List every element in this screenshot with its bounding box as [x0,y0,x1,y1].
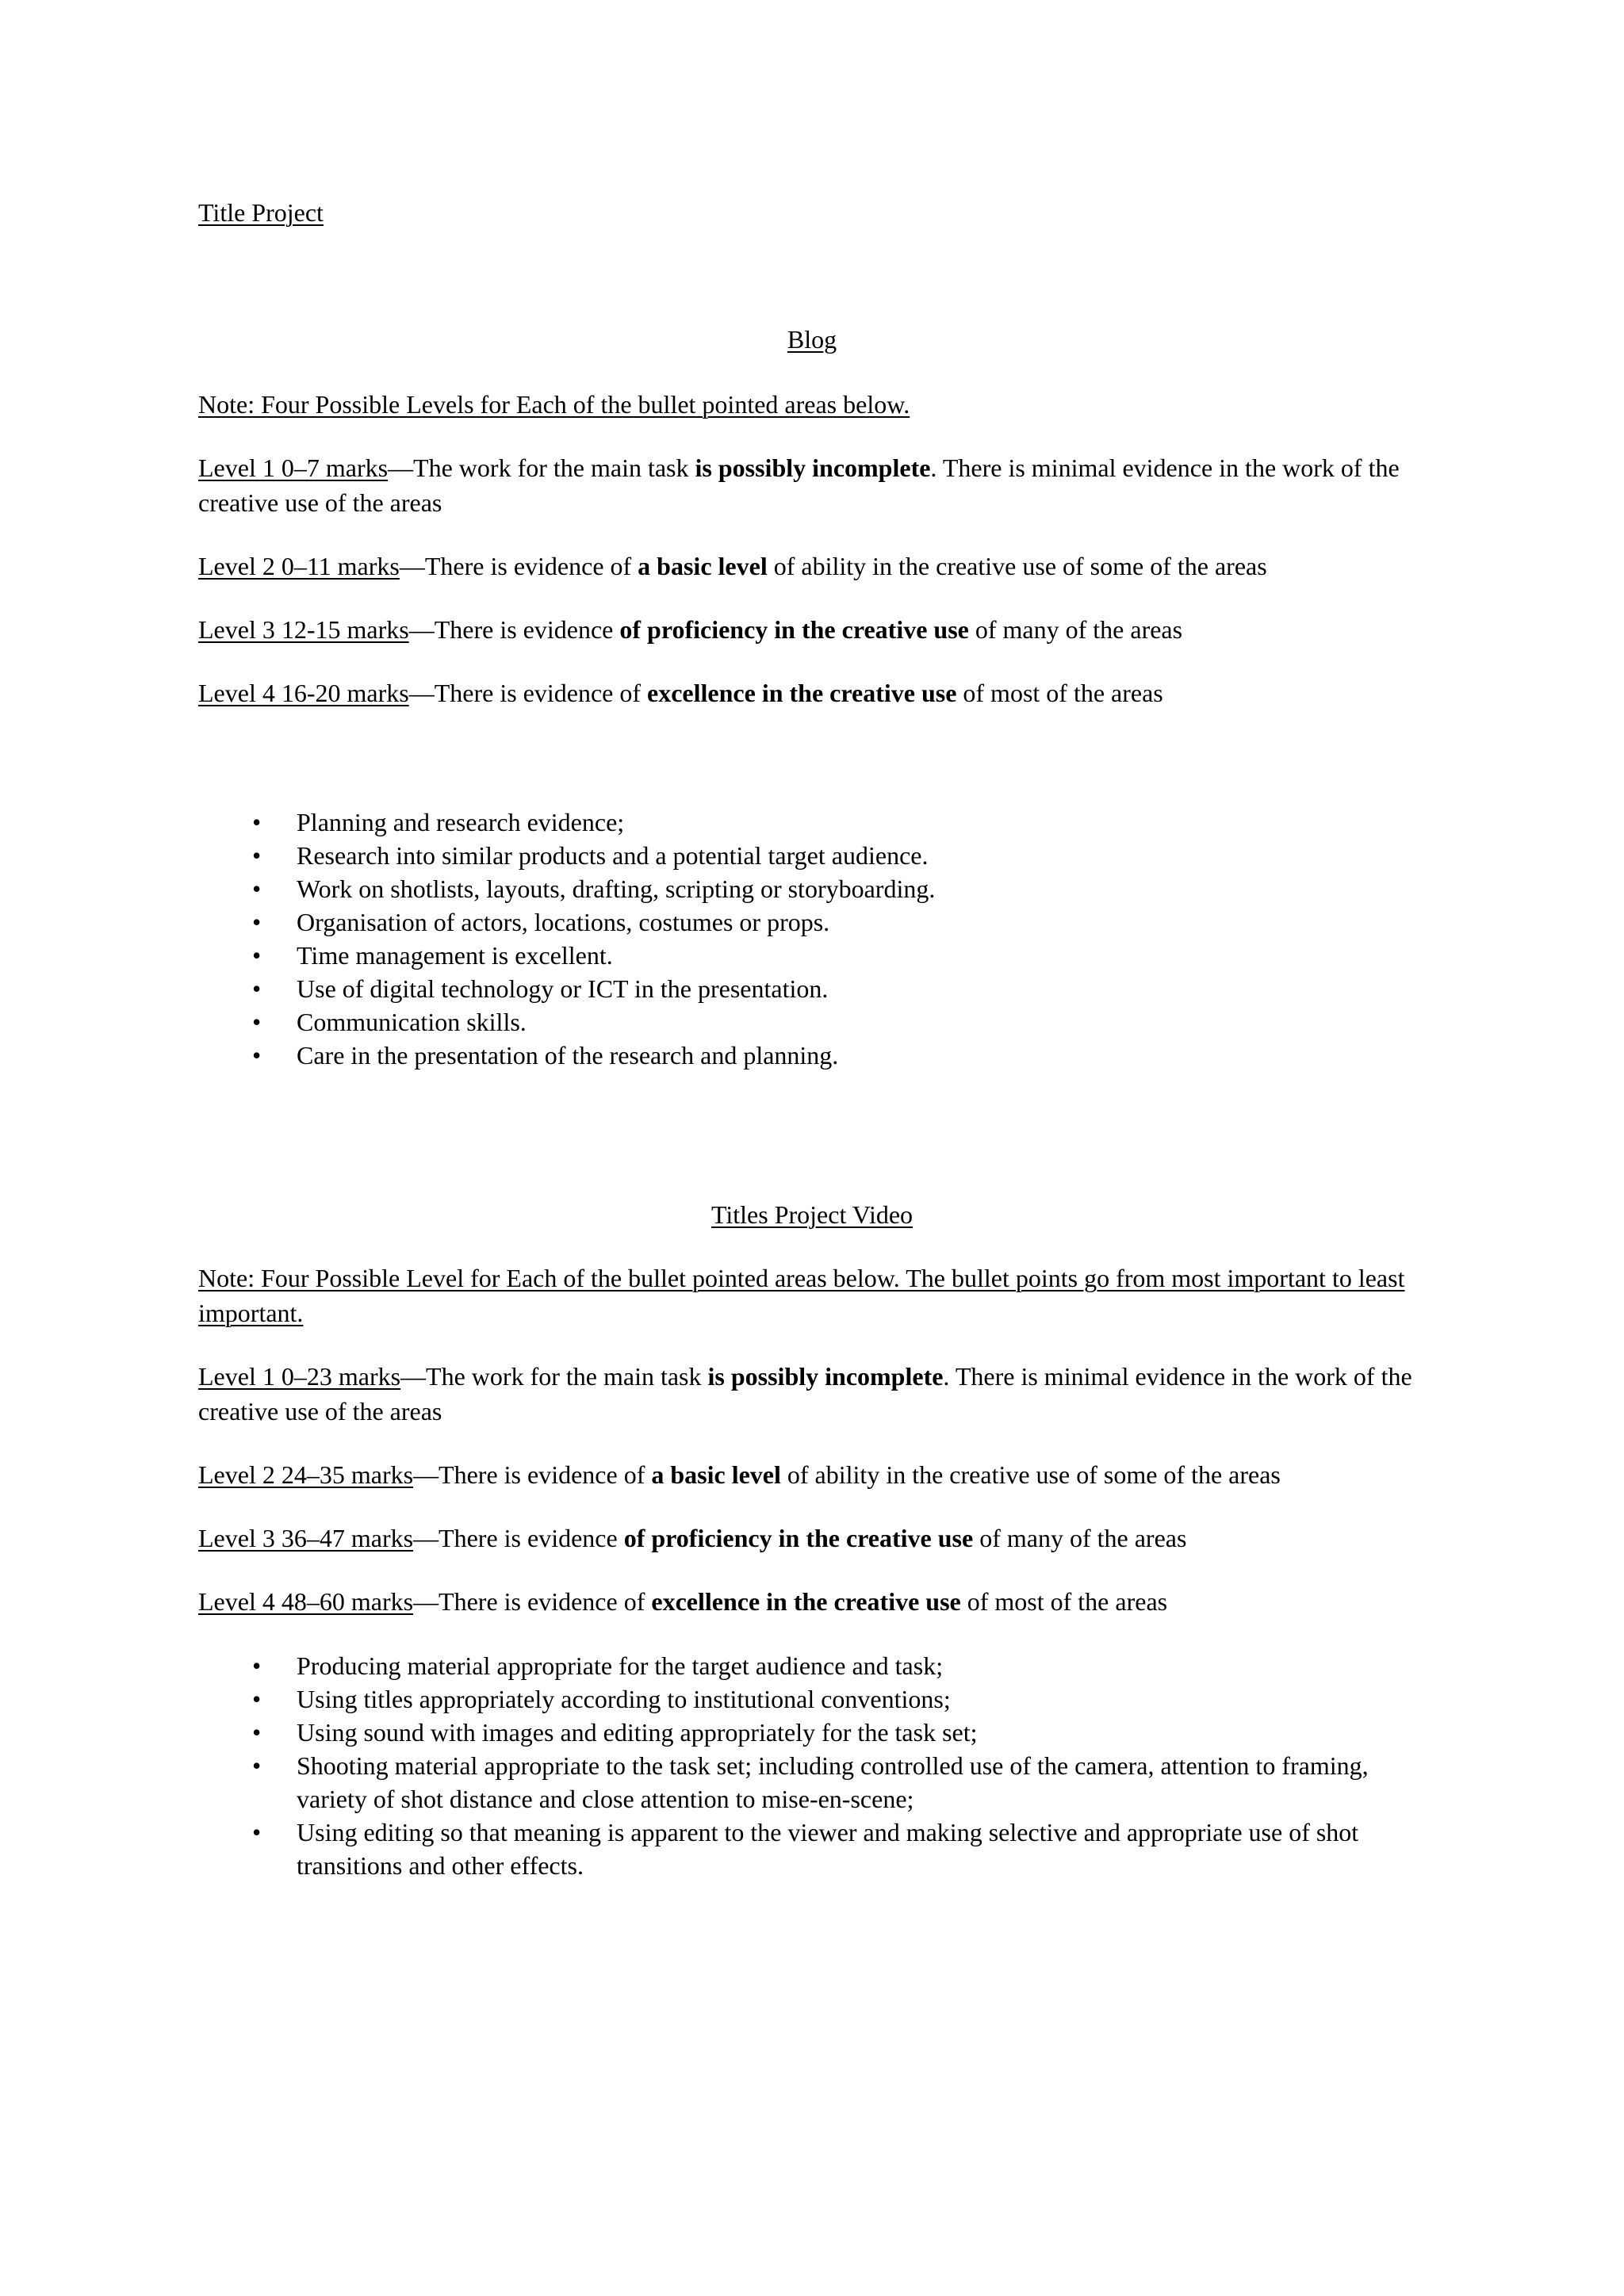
level-text: of many of the areas [973,1524,1187,1552]
list-item [198,839,1426,872]
list-item-text: Using titles appropriately according to institutional conventions; [297,1685,951,1713]
level-text: . There is minimal evidence in the work of the creative use of the areas [198,1362,1412,1425]
video-level-2 [198,1457,1426,1492]
level-text: —There is evidence of [408,679,648,707]
list-item [198,1716,1426,1749]
level-text: —There is evidence of [399,552,638,580]
level-label: Level 4 48–60 marks [198,1587,414,1616]
video-heading-text: Titles Project Video [710,1200,914,1229]
bullet-icon: • [252,874,262,903]
level-label: Level 2 0–11 marks [198,552,400,580]
blog-bullet-list [198,806,1426,1072]
level-label: Level 1 0–7 marks [198,453,389,482]
level-text: —There is evidence [408,615,620,644]
level-text: . There is minimal evidence in the work of the creative use of the areas [198,453,1400,517]
blog-level-2 [198,549,1426,584]
bullet-icon: • [252,1718,262,1747]
list-item [198,905,1426,939]
list-item [198,972,1426,1005]
bullet-icon: • [252,1651,262,1680]
level-emphasis: of proficiency in the creative use [623,1524,974,1552]
level-text: of ability in the creative use of some of the areas [767,552,1267,580]
blog-level-3 [198,612,1426,647]
level-text: —There is evidence [413,1524,624,1552]
level-text: —There is evidence of [413,1587,652,1616]
level-emphasis: is possibly incomplete [695,453,931,482]
level-text: of most of the areas [956,679,1163,707]
bullet-icon: • [252,1751,262,1780]
bullet-icon: • [252,974,262,1003]
level-label: Level 3 36–47 marks [198,1524,414,1552]
list-item-text: Using editing so that meaning is apparent to the viewer and making selective and appropriate use of shot transitions and other effects. [297,1818,1359,1880]
bullet-icon: • [252,941,262,970]
blog-heading [198,322,1426,357]
bullet-icon: • [252,1008,262,1036]
level-emphasis: excellence in the creative use [651,1587,961,1616]
video-note: Note: Four Possible Level for Each of the bullet pointed areas below. The bullet points go from most important to least important. [198,1264,1405,1327]
list-item-text: Producing material appropriate for the target audience and task; [297,1651,944,1680]
bullet-icon: • [252,1818,262,1846]
list-item [198,1039,1426,1072]
level-label: Level 1 0–23 marks [198,1362,401,1391]
level-text: —The work for the main task [388,453,695,482]
bullet-icon: • [252,1685,262,1713]
video-heading [198,1197,1426,1232]
level-label: Level 4 16-20 marks [198,679,409,707]
list-item-text: Communication skills. [297,1008,527,1036]
video-level-4 [198,1584,1426,1619]
level-text: —There is evidence of [413,1460,652,1489]
level-text: of ability in the creative use of some of the areas [780,1460,1281,1489]
level-emphasis: excellence in the creative use [647,679,957,707]
list-item [198,1816,1426,1882]
list-item [198,872,1426,905]
list-item [198,806,1426,839]
list-item-text: Time management is excellent. [297,941,613,970]
level-text: of most of the areas [960,1587,1168,1616]
list-item-text: Using sound with images and editing appropriately for the task set; [297,1718,978,1747]
list-item-text: Organisation of actors, locations, costumes or props. [297,908,830,936]
list-item-text: Shooting material appropriate to the task set; including controlled use of the camera, attention to framing, variety of shot distance and close attention to mise-en-scene; [297,1751,1369,1813]
bullet-icon: • [252,1041,262,1070]
level-emphasis: of proficiency in the creative use [619,615,969,644]
bullet-icon: • [252,841,262,870]
level-text: of many of the areas [968,615,1183,644]
level-dash: —The work for the main task [400,1362,708,1391]
document-title: Title Project [198,198,324,227]
video-bullet-list [198,1649,1426,1882]
list-item [198,1005,1426,1039]
bullet-icon: • [252,808,262,836]
blog-level-1 [198,450,1426,520]
list-item-text: Work on shotlists, layouts, drafting, scripting or storyboarding. [297,874,936,903]
video-level-3 [198,1521,1426,1556]
level-emphasis: a basic level [651,1460,781,1489]
list-item-text: Use of digital technology or ICT in the presentation. [297,974,829,1003]
blog-level-4 [198,675,1426,710]
list-item [198,1682,1426,1716]
list-item [198,1649,1426,1682]
level-label: Level 3 12-15 marks [198,615,409,644]
list-item [198,939,1426,972]
blog-note: Note: Four Possible Levels for Each of the bullet pointed areas below. [198,390,910,419]
list-item-text: Research into similar products and a potential target audience. [297,841,929,870]
list-item-text: Care in the presentation of the research and planning. [297,1041,839,1070]
bullet-icon: • [252,908,262,936]
list-item [198,1749,1426,1816]
list-item-text: Planning and research evidence; [297,808,625,836]
level-emphasis: a basic level [638,552,768,580]
level-emphasis: is possibly incomplete [707,1362,944,1391]
video-level-1 [198,1359,1426,1429]
level-label: Level 2 24–35 marks [198,1460,414,1489]
blog-heading-text: Blog [787,325,837,354]
